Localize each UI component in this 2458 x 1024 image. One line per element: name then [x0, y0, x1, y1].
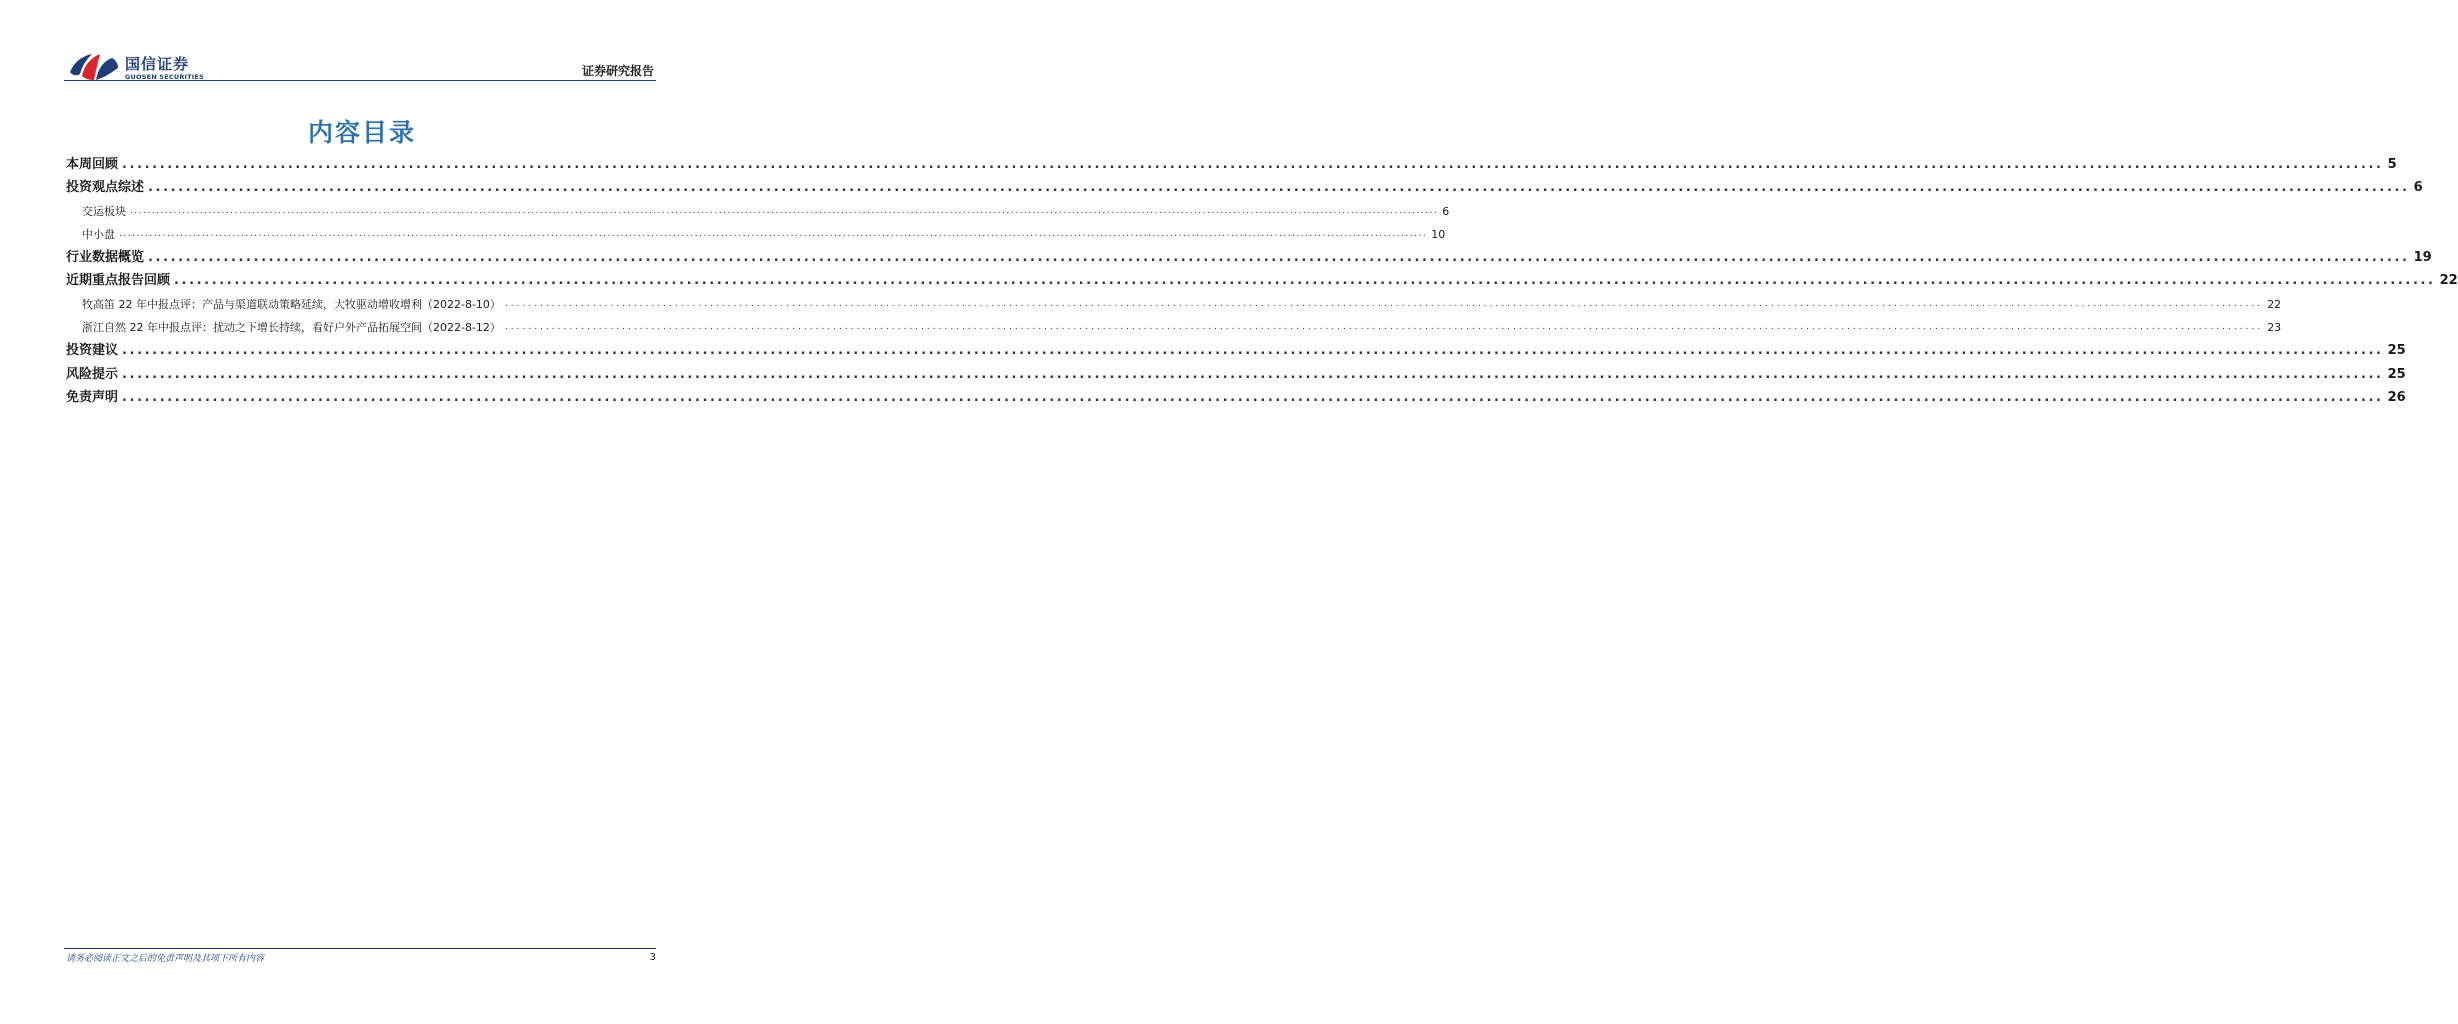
toc-entry[interactable]	[66, 269, 2458, 292]
toc-entry[interactable]	[66, 363, 2406, 386]
toc-entry-title: 浙江自然 22 年中报点评：扰动之下增长持续，看好户外产品拓展空间（2022-8-12）	[82, 321, 501, 335]
toc-entry-page: 25	[2387, 343, 2406, 359]
toc-entry-page: 22	[2439, 273, 2458, 289]
toc-leader-dots: ............................................................................................................................................................................................................................................................................................................	[122, 366, 2384, 382]
toc-leader-dots: ............................................................................................................................................................................................................................................................................................................	[148, 250, 2410, 266]
toc-leader-dots: ............................................................................................................................................................................................................................................................................................................	[174, 273, 2436, 289]
footer-disclaimer-note: 请务必阅读正文之后的免责声明及其项下所有内容	[66, 954, 265, 964]
toc-entry-page: 6	[1442, 204, 1450, 218]
toc-leader-dots: ............................................................................................................................................................................................................................................................................................................	[119, 228, 1428, 239]
toc-entry-page: 22	[2267, 297, 2282, 311]
guosen-logo-mark-icon	[68, 50, 120, 84]
toc-title: 内容目录	[307, 118, 416, 147]
toc-entry-page: 25	[2387, 366, 2406, 382]
toc-subentry[interactable]	[66, 200, 1450, 223]
toc-leader-dots: ............................................................................................................................................................................................................................................................................................................	[148, 180, 2410, 196]
logo-english-name: GUOSEN SECURITIES	[125, 73, 204, 81]
page-number: 3	[649, 952, 656, 963]
toc-entry[interactable]	[66, 246, 2432, 269]
toc-entry-title: 中小盘	[82, 227, 115, 241]
toc-subentry[interactable]	[66, 293, 2282, 316]
toc-entry[interactable]	[66, 339, 2406, 362]
table-of-contents	[66, 153, 2458, 409]
toc-subentry[interactable]	[66, 316, 2282, 339]
report-type-label: 证券研究报告	[581, 64, 654, 78]
toc-entry-page: 6	[2413, 180, 2423, 196]
toc-entry[interactable]	[66, 153, 2397, 176]
toc-entry-title: 行业数据概览	[66, 250, 145, 266]
toc-entry-page: 10	[1431, 227, 1446, 241]
toc-entry-page: 23	[2267, 321, 2282, 335]
toc-entry[interactable]	[66, 386, 2406, 409]
logo-chinese-name: 国信证券	[125, 55, 190, 73]
toc-leader-dots: ............................................................................................................................................................................................................................................................................................................	[504, 322, 2264, 333]
page-header	[0, 0, 724, 90]
toc-entry-page: 19	[2413, 250, 2432, 266]
toc-entry-title: 近期重点报告回顾	[66, 273, 171, 289]
guosen-logo	[68, 50, 218, 84]
toc-entry[interactable]	[66, 176, 2423, 199]
toc-entry-page: 5	[2387, 157, 2397, 172]
toc-entry-title: 投资建议	[66, 343, 119, 359]
footer-divider	[64, 948, 656, 949]
toc-leader-dots: ............................................................................................................................................................................................................................................................................................................	[130, 205, 1439, 216]
toc-entry-title: 牧高笛 22 年中报点评：产品与渠道联动策略延续，大牧驱动增收增利（2022-8-10）	[82, 297, 501, 311]
toc-subentry[interactable]	[66, 223, 1446, 246]
toc-leader-dots: ............................................................................................................................................................................................................................................................................................................	[122, 157, 2384, 172]
toc-entry-page: 26	[2387, 389, 2406, 405]
toc-leader-dots: ............................................................................................................................................................................................................................................................................................................	[504, 298, 2264, 309]
toc-entry-title: 风险提示	[66, 366, 119, 382]
toc-entry-title: 免责声明	[66, 389, 119, 405]
toc-leader-dots: ............................................................................................................................................................................................................................................................................................................	[122, 389, 2384, 405]
toc-entry-title: 本周回顾	[66, 157, 119, 172]
toc-entry-title: 投资观点综述	[66, 180, 145, 196]
header-divider	[64, 80, 656, 81]
toc-leader-dots: ............................................................................................................................................................................................................................................................................................................	[122, 343, 2384, 359]
toc-entry-title: 交运板块	[82, 204, 126, 218]
